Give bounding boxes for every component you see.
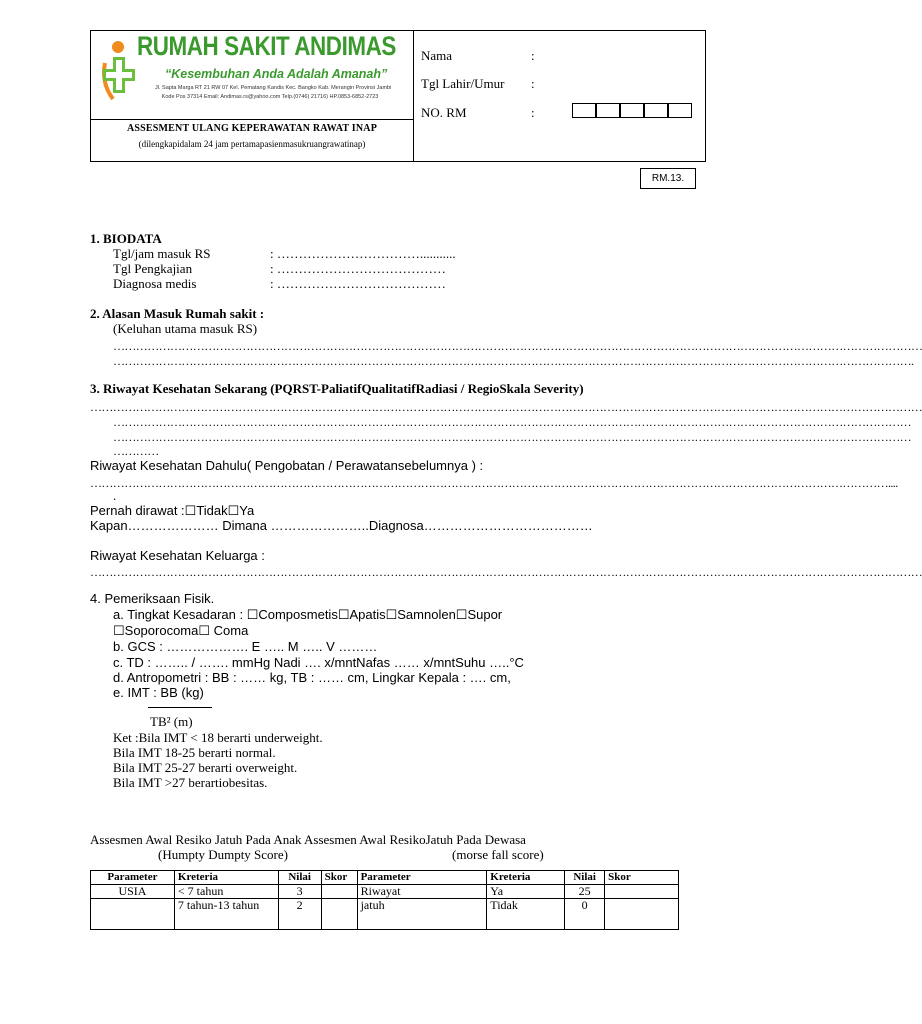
admission-date-field[interactable]: : ……………………………........... (270, 246, 456, 261)
current-history-line[interactable]: ………………………………………………………………………………………………………………………………………………………………………………………… (113, 430, 912, 444)
column-header: Kreteria (174, 871, 278, 885)
table-row (91, 899, 679, 930)
past-history-line-end: . (113, 488, 117, 503)
form-title: ASSESMENT ULANG KEPERAWATAN RAWAT INAP (126, 123, 378, 134)
bmi-denominator: TB² (m) (150, 714, 193, 729)
medical-record-label: NO. RM (421, 105, 467, 120)
table-cell: < 7 tahun (174, 885, 278, 899)
section-1-title: 1. BIODATA (90, 231, 162, 246)
patient-name-label: Nama (421, 48, 453, 63)
vital-signs-field[interactable]: c. TD : …….. / ……. mmHg Nadi …. x/mntNafas …… x/mntSuhu …..°C (113, 655, 524, 670)
previously-hospitalized-checkbox-row[interactable]: Pernah dirawat :☐Tidak☐Ya (90, 503, 255, 518)
column-header: Nilai (278, 871, 321, 885)
rm-digit-box[interactable] (668, 103, 692, 118)
section-2-title: 2. Alasan Masuk Rumah sakit : (90, 306, 265, 321)
patient-dob-colon: : (531, 76, 535, 91)
table-cell: 7 tahun-13 tahun (174, 899, 278, 930)
rm-digit-box[interactable] (572, 103, 596, 118)
bmi-note: Ket :Bila IMT < 18 berarti underweight. (113, 730, 323, 745)
chief-complaint-line[interactable]: …………………………………………………………………………………………………………………………………………………………………………………………… (113, 339, 922, 353)
chief-complaint-line[interactable]: …………………………………………………………………………………………………………………………………………………………………………………………. (113, 354, 914, 368)
table-header-row (91, 871, 679, 885)
chief-complaint-label: (Keluhan utama masuk RS) (113, 321, 258, 336)
table-cell: Riwayat (357, 885, 487, 899)
anthropometry-field[interactable]: d. Antropometri : BB : …… kg, TB : …… cm, Lingkar Kepala : …. cm, (113, 670, 511, 685)
table-cell: 3 (278, 885, 321, 899)
score-cell[interactable] (605, 899, 679, 930)
past-history-label: Riwayat Kesehatan Dahulu( Pengobatan / Perawatansebelumnya ) : (90, 458, 484, 473)
column-header: Skor (605, 871, 679, 885)
hospital-name: RUMAH SAKIT ANDIMAS (137, 31, 396, 61)
current-history-line[interactable]: ………………………………………………………………………………………………………………………………………………………………………………………… (113, 415, 912, 429)
bmi-note: Bila IMT 18-25 berarti normal. (113, 745, 276, 760)
table-cell (91, 899, 175, 930)
gcs-field[interactable]: b. GCS : ………………. E ….. M ….. V ……… (113, 639, 378, 654)
family-history-line[interactable]: ………………………………………………………………………………………………………………………………………………………………………………………………… (90, 565, 922, 579)
bmi-note: Bila IMT >27 berartiobesitas. (113, 775, 268, 790)
assessment-date-label: Tgl Pengkajian (113, 261, 193, 276)
form-subtitle: (dilengkapidalam 24 jam pertamapasienmasukruangrawatinap) (138, 139, 366, 149)
table-cell: 25 (565, 885, 605, 899)
medical-diagnosis-label: Diagnosa medis (113, 276, 197, 291)
assessment-date-field[interactable]: : ………………………………… (270, 261, 446, 276)
bmi-fraction-bar (148, 707, 212, 708)
table-cell: 0 (565, 899, 605, 930)
bmi-numerator: e. IMT : BB (kg) (113, 685, 204, 700)
admission-date-label: Tgl/jam masuk RS (113, 246, 211, 261)
header-divider-horizontal (91, 119, 413, 120)
hospital-tagline: “Kesembuhan Anda Adalah Amanah” (165, 67, 388, 81)
current-history-line[interactable]: ………………………………………………………………………………………………………………………………………………………………………………………………… (90, 400, 922, 414)
medical-diagnosis-field[interactable]: : ………………………………… (270, 276, 446, 291)
current-history-line[interactable]: ………… (113, 444, 159, 458)
past-history-line[interactable]: ………………………………………………………………………………………………………………………………………………………………………………………….... (90, 476, 898, 490)
form-header (90, 30, 706, 162)
table-row (91, 885, 679, 899)
hospital-cross-logo-icon (97, 33, 139, 103)
column-header: Kreteria (487, 871, 565, 885)
score-cell[interactable] (321, 885, 357, 899)
pediatric-scale-subtitle: (Humpty Dumpty Score) (158, 847, 288, 862)
consciousness-level-options[interactable]: a. Tingkat Kesadaran : ☐Composmetis☐Apatis☐Samnolen☐Supor (113, 607, 503, 622)
fall-risk-table (90, 870, 679, 930)
table-cell: jatuh (357, 899, 487, 930)
rm-digit-box[interactable] (620, 103, 644, 118)
score-cell[interactable] (321, 899, 357, 930)
table-cell: Tidak (487, 899, 565, 930)
form-code-badge: RM.13. (640, 168, 696, 189)
column-header: Parameter (357, 871, 487, 885)
section-4-title: 4. Pemeriksaan Fisik. (90, 591, 215, 606)
column-header: Skor (321, 871, 357, 885)
fall-risk-heading: Assesmen Awal Resiko Jatuh Pada Anak Assesmen Awal ResikoJatuh Pada Dewasa (90, 832, 526, 847)
table-cell: 2 (278, 899, 321, 930)
rm-digit-box[interactable] (596, 103, 620, 118)
bmi-note: Bila IMT 25-27 berarti overweight. (113, 760, 298, 775)
consciousness-level-options-2[interactable]: ☐Soporocoma☐ Coma (113, 623, 249, 638)
hospital-address-line-2: Kode Pos 37314 Email: Andimas.rs@yahoo.com Telp.(0746) 21716) HP.0853-6852-2723 (161, 94, 379, 100)
medical-record-colon: : (531, 105, 535, 120)
hospital-logo-block (95, 33, 411, 117)
patient-name-colon: : (531, 48, 535, 63)
adult-scale-subtitle: (morse fall score) (452, 847, 544, 862)
column-header: Nilai (565, 871, 605, 885)
family-history-label: Riwayat Kesehatan Keluarga : (90, 548, 265, 563)
column-header: Parameter (91, 871, 175, 885)
previous-hospitalization-details[interactable]: Kapan………………… Dimana …………………..Diagnosa………………………………… (90, 518, 593, 533)
header-divider-vertical (413, 31, 414, 161)
table-cell: Ya (487, 885, 565, 899)
section-3-title: 3. Riwayat Kesehatan Sekarang (PQRST-PaliatifQualitatifRadiasi / RegioSkala Severity) (90, 381, 584, 396)
hospital-address-line-1: Jl. Sapta Marga RT 21 RW 07 Kel. Pematang Kandis Kec. Bangko Kab. Merangin Provinsi Jambi (155, 85, 392, 91)
rm-digit-box[interactable] (644, 103, 668, 118)
patient-dob-label: Tgl Lahir/Umur (421, 76, 505, 91)
table-cell: USIA (91, 885, 175, 899)
score-cell[interactable] (605, 885, 679, 899)
